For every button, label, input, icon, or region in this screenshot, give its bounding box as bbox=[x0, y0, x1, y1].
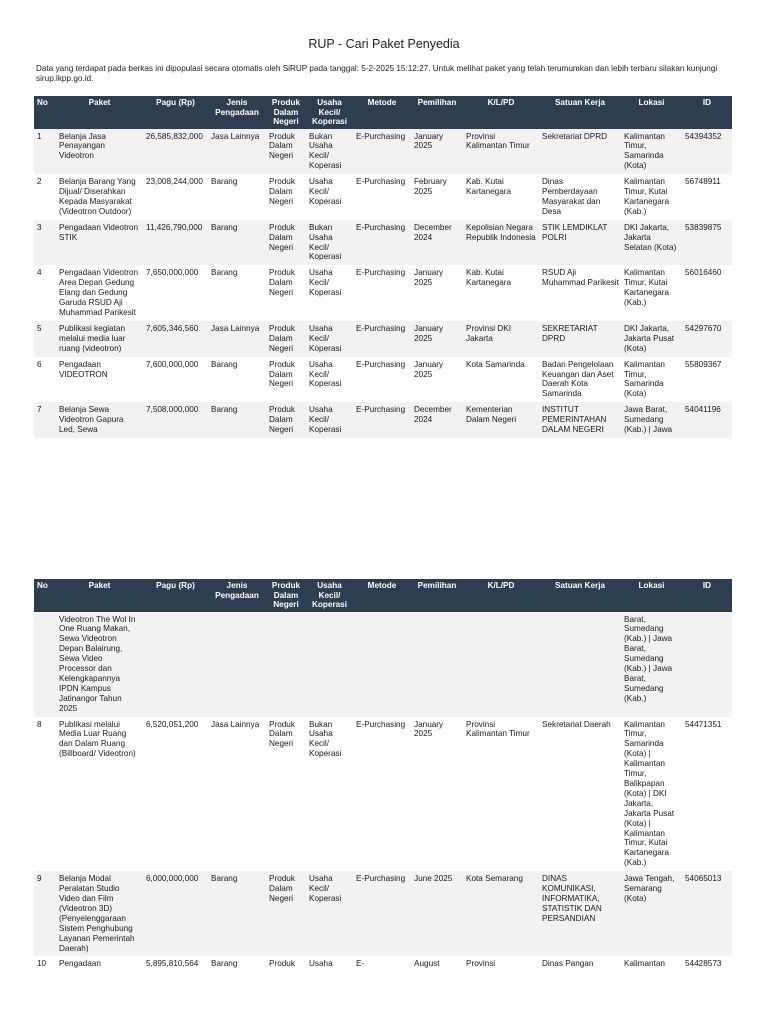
col-produk-dalam-negeri-cell: Produk Dalam Negeri bbox=[266, 265, 306, 321]
col-lokasi-cell: Jawa Tengah, Semarang (Kota) bbox=[621, 871, 682, 956]
col-lokasi-cell: DKI Jakarta, Jakarta Selatan (Kota) bbox=[621, 220, 682, 266]
col-paket-cell: Pengadaan bbox=[56, 956, 143, 972]
col-no-header: No bbox=[34, 579, 56, 612]
col-satuan-kerja-cell: SEKRETARIAT DPRD bbox=[539, 321, 621, 357]
col-metode-cell: E-Purchasing bbox=[353, 129, 411, 175]
col-pemilihan-cell: December 2024 bbox=[411, 220, 463, 266]
col-lokasi-cell: DKI Jakarta, Jakarta Pusat (Kota) bbox=[621, 321, 682, 357]
col-pagu-cell: 6,520,051,200 bbox=[143, 717, 208, 872]
col-id-cell: 56016460 bbox=[682, 265, 732, 321]
col-produk-dalam-negeri-header: Produk Dalam Negeri bbox=[266, 96, 306, 129]
table-row bbox=[34, 174, 732, 220]
col-paket-cell: Pengadaan Videotron STIK bbox=[56, 220, 143, 266]
col-id-cell: 54041196 bbox=[682, 402, 732, 438]
col-satuan-kerja-cell: Dinas Pangan bbox=[539, 956, 621, 972]
col-produk-dalam-negeri-cell: Produk Dalam Negeri bbox=[266, 871, 306, 956]
col-no-cell: 2 bbox=[34, 174, 56, 220]
col-jenis-pengadaan-cell: Jasa Lainnya bbox=[208, 321, 266, 357]
col-usaha-kecil-cell bbox=[306, 612, 353, 717]
table-row bbox=[34, 402, 732, 438]
col-pemilihan-cell: January 2025 bbox=[411, 129, 463, 175]
col-klpd-cell bbox=[463, 612, 539, 717]
col-paket-header: Paket bbox=[56, 96, 143, 129]
col-satuan-kerja-header: Satuan Kerja bbox=[539, 96, 621, 129]
col-no-cell: 3 bbox=[34, 220, 56, 266]
col-id-header: ID bbox=[682, 96, 732, 129]
col-metode-cell: E-Purchasing bbox=[353, 717, 411, 872]
col-satuan-kerja-cell: Badan Pengelolaan Keuangan dan Aset Daerah Kota Samarinda bbox=[539, 357, 621, 403]
col-pagu-cell: 6,000,000,000 bbox=[143, 871, 208, 956]
col-paket-cell: Belanja Jasa Penayangan Videotron bbox=[56, 129, 143, 175]
col-satuan-kerja-cell: Dinas Pemberdayaan Masyarakat dan Desa bbox=[539, 174, 621, 220]
col-no-cell: 4 bbox=[34, 265, 56, 321]
table-header-row bbox=[34, 96, 732, 129]
col-lokasi-cell: Kalimantan Timur, Samarinda (Kota) | Kalimantan Timur, Balikpapan (Kota) | DKI Jakarta, Jakarta Pusat (Kota) | Kalimantan Timur, Kutai Kartanegara (Kab.) bbox=[621, 717, 682, 872]
package-table-page-2 bbox=[34, 579, 732, 972]
col-pagu-cell: 7,508,000,000 bbox=[143, 402, 208, 438]
col-paket-cell: Belanja Modal Peralatan Studio Video dan Film (Videotron 3D) (Penyelenggaraan Sistem Penghubung Layanan Pemerintah Daerah) bbox=[56, 871, 143, 956]
col-metode-cell: E-Purchasing bbox=[353, 871, 411, 956]
col-klpd-cell: Kab. Kutai Kartanegara bbox=[463, 174, 539, 220]
col-satuan-kerja-cell: INSTITUT PEMERINTAHAN DALAM NEGERI bbox=[539, 402, 621, 438]
col-no-cell: 9 bbox=[34, 871, 56, 956]
col-klpd-cell: Provinsi bbox=[463, 956, 539, 972]
col-klpd-cell: Kementerian Dalam Negeri bbox=[463, 402, 539, 438]
col-klpd-cell: Kepolisian Negara Republik Indonesia bbox=[463, 220, 539, 266]
col-produk-dalam-negeri-cell: Produk Dalam Negeri bbox=[266, 174, 306, 220]
col-satuan-kerja-cell: Sekretariat Daerah bbox=[539, 717, 621, 872]
col-metode-header: Metode bbox=[353, 96, 411, 129]
col-produk-dalam-negeri-cell: Produk Dalam Negeri bbox=[266, 321, 306, 357]
table-row bbox=[34, 321, 732, 357]
col-pemilihan-cell: January 2025 bbox=[411, 357, 463, 403]
col-usaha-kecil-cell: Bukan Usaha Kecil/ Koperasi bbox=[306, 717, 353, 872]
table-row bbox=[34, 871, 732, 956]
col-jenis-pengadaan-cell: Barang bbox=[208, 220, 266, 266]
col-no-cell: 6 bbox=[34, 357, 56, 403]
col-klpd-cell: Provinsi Kalimantan Timur bbox=[463, 717, 539, 872]
intro-text: Data yang terdapat pada berkas ini dipopulasi secara otomatis oleh SiRUP pada tanggal: 5-2-2025 15:12:27. Untuk melihat paket yang telah terumumkan dan lebih terbaru silakan kunjungi sirup.lkpp.go.id. bbox=[36, 64, 718, 83]
col-lokasi-header: Lokasi bbox=[621, 96, 682, 129]
col-produk-dalam-negeri-cell: Produk bbox=[266, 956, 306, 972]
col-usaha-kecil-cell: Usaha bbox=[306, 956, 353, 972]
col-usaha-kecil-cell: Usaha Kecil/ Koperasi bbox=[306, 357, 353, 403]
col-satuan-kerja-cell: DINAS KOMUNIKASI, INFORMATIKA, STATISTIK DAN PERSANDIAN bbox=[539, 871, 621, 956]
col-pemilihan-cell: January 2025 bbox=[411, 321, 463, 357]
col-id-cell: 56748911 bbox=[682, 174, 732, 220]
col-paket-cell: Belanja Barang Yang Dijual/ Diserahkan Kepada Masyarakat (Videotron Outdoor) bbox=[56, 174, 143, 220]
col-produk-dalam-negeri-header: Produk Dalam Negeri bbox=[266, 579, 306, 612]
package-table-page-1 bbox=[34, 96, 732, 438]
col-produk-dalam-negeri-cell: Produk Dalam Negeri bbox=[266, 220, 306, 266]
col-metode-cell: E-Purchasing bbox=[353, 265, 411, 321]
col-jenis-pengadaan-cell: Barang bbox=[208, 174, 266, 220]
col-lokasi-cell: Barat, Sumedang (Kab.) | Jawa Barat, Sumedang (Kab.) | Jawa Barat, Sumedang (Kab.) bbox=[621, 612, 682, 717]
col-metode-cell bbox=[353, 612, 411, 717]
col-id-cell: 54428573 bbox=[682, 956, 732, 972]
col-id-header: ID bbox=[682, 579, 732, 612]
table-header-row bbox=[34, 579, 732, 612]
col-klpd-cell: Provinsi DKI Jakarta bbox=[463, 321, 539, 357]
col-id-cell: 53839875 bbox=[682, 220, 732, 266]
col-paket-cell: Belanja Sewa Videotron Gapura Led, Sewa bbox=[56, 402, 143, 438]
col-pemilihan-cell: August bbox=[411, 956, 463, 972]
col-usaha-kecil-cell: Usaha Kecil/ Koperasi bbox=[306, 402, 353, 438]
table-body bbox=[34, 129, 732, 438]
col-pagu-cell: 26,585,832,000 bbox=[143, 129, 208, 175]
col-pagu-cell: 7,600,000,000 bbox=[143, 357, 208, 403]
col-id-cell: 55809367 bbox=[682, 357, 732, 403]
col-metode-cell: E-Purchasing bbox=[353, 220, 411, 266]
col-id-cell: 54065013 bbox=[682, 871, 732, 956]
col-metode-cell: E-Purchasing bbox=[353, 174, 411, 220]
col-paket-cell: Pengadaan Videotron Area Depan Gedung Elang dan Gedung Garuda RSUD Aji Muhammad Parikesit bbox=[56, 265, 143, 321]
col-paket-cell: Publikasi melalui Media Luar Ruang dan Dalam Ruang (Billboard/ Videotron) bbox=[56, 717, 143, 872]
col-no-cell: 5 bbox=[34, 321, 56, 357]
col-metode-cell: E-Purchasing bbox=[353, 321, 411, 357]
col-pemilihan-header: Pemilihan bbox=[411, 579, 463, 612]
col-usaha-kecil-cell: Bukan Usaha Kecil/ Koperasi bbox=[306, 220, 353, 266]
col-jenis-pengadaan-cell: Barang bbox=[208, 956, 266, 972]
col-metode-cell: E-Purchasing bbox=[353, 402, 411, 438]
col-pagu-cell: 7,650,000,000 bbox=[143, 265, 208, 321]
col-pagu-header: Pagu (Rp) bbox=[143, 96, 208, 129]
col-klpd-cell: Kab. Kutai Kartanegara bbox=[463, 265, 539, 321]
col-pagu-cell: 23,008,244,000 bbox=[143, 174, 208, 220]
col-paket-header: Paket bbox=[56, 579, 143, 612]
col-pemilihan-header: Pemilihan bbox=[411, 96, 463, 129]
col-pemilihan-cell: February 2025 bbox=[411, 174, 463, 220]
col-klpd-header: K/L/PD bbox=[463, 579, 539, 612]
table-row bbox=[34, 220, 732, 266]
col-usaha-kecil-header: Usaha Kecil/ Koperasi bbox=[306, 579, 353, 612]
col-jenis-pengadaan-cell: Jasa Lainnya bbox=[208, 129, 266, 175]
col-metode-cell: E-Purchasing bbox=[353, 357, 411, 403]
col-satuan-kerja-cell: RSUD Aji Muhammad Parikesit bbox=[539, 265, 621, 321]
col-pagu-header: Pagu (Rp) bbox=[143, 579, 208, 612]
col-no-cell bbox=[34, 612, 56, 717]
col-pagu-cell: 11,426,790,000 bbox=[143, 220, 208, 266]
col-id-cell: 54297670 bbox=[682, 321, 732, 357]
col-usaha-kecil-cell: Usaha Kecil/ Koperasi bbox=[306, 871, 353, 956]
col-produk-dalam-negeri-cell: Produk Dalam Negeri bbox=[266, 357, 306, 403]
table-row bbox=[34, 612, 732, 717]
col-satuan-kerja-header: Satuan Kerja bbox=[539, 579, 621, 612]
col-paket-cell: Publikasi kegiatan melalui media luar ruang (videotron) bbox=[56, 321, 143, 357]
table-row bbox=[34, 357, 732, 403]
col-jenis-pengadaan-cell: Barang bbox=[208, 265, 266, 321]
col-usaha-kecil-header: Usaha Kecil/ Koperasi bbox=[306, 96, 353, 129]
col-lokasi-cell: Kalimantan bbox=[621, 956, 682, 972]
col-lokasi-cell: Kalimantan Timur, Samarinda (Kota) bbox=[621, 129, 682, 175]
col-pemilihan-cell: January 2025 bbox=[411, 717, 463, 872]
table-row bbox=[34, 717, 732, 872]
table-body bbox=[34, 612, 732, 973]
col-jenis-pengadaan-cell: Jasa Lainnya bbox=[208, 717, 266, 872]
col-jenis-pengadaan-cell: Barang bbox=[208, 357, 266, 403]
col-lokasi-cell: Kalimantan Timur, Kutai Kartanegara (Kab.) bbox=[621, 174, 682, 220]
col-pagu-cell: 5,895,810,564 bbox=[143, 956, 208, 972]
col-jenis-pengadaan-header: Jenis Pengadaan bbox=[208, 96, 266, 129]
col-satuan-kerja-cell bbox=[539, 612, 621, 717]
col-no-cell: 10 bbox=[34, 956, 56, 972]
col-produk-dalam-negeri-cell bbox=[266, 612, 306, 717]
col-pagu-cell: 7,605,346,560 bbox=[143, 321, 208, 357]
col-no-header: No bbox=[34, 96, 56, 129]
col-lokasi-header: Lokasi bbox=[621, 579, 682, 612]
col-satuan-kerja-cell: STIK LEMDIKLAT POLRI bbox=[539, 220, 621, 266]
col-jenis-pengadaan-cell: Barang bbox=[208, 402, 266, 438]
col-jenis-pengadaan-header: Jenis Pengadaan bbox=[208, 579, 266, 612]
col-jenis-pengadaan-cell: Barang bbox=[208, 871, 266, 956]
col-id-cell bbox=[682, 612, 732, 717]
col-klpd-header: K/L/PD bbox=[463, 96, 539, 129]
col-usaha-kecil-cell: Usaha Kecil/ Koperasi bbox=[306, 265, 353, 321]
col-usaha-kecil-cell: Usaha Kecil/ Koperasi bbox=[306, 321, 353, 357]
col-paket-cell: Pengadaan VIDEOTRON bbox=[56, 357, 143, 403]
col-lokasi-cell: Jawa Barat, Sumedang (Kab.) | Jawa bbox=[621, 402, 682, 438]
col-pemilihan-cell: January 2025 bbox=[411, 265, 463, 321]
col-paket-cell: Videotron The Wol In One Ruang Makan, Sewa Videotron Depan Balairung, Sewa Video Processor dan Kelengkapannya IPDN Kampus Jatinangor Tahun 2025 bbox=[56, 612, 143, 717]
col-produk-dalam-negeri-cell: Produk Dalam Negeri bbox=[266, 402, 306, 438]
table-row bbox=[34, 265, 732, 321]
col-metode-cell: E- bbox=[353, 956, 411, 972]
page-title: RUP - Cari Paket Penyedia bbox=[308, 37, 460, 51]
col-no-cell: 7 bbox=[34, 402, 56, 438]
col-id-cell: 54394352 bbox=[682, 129, 732, 175]
col-klpd-cell: Kota Samarinda bbox=[463, 357, 539, 403]
table-row bbox=[34, 956, 732, 972]
table-row bbox=[34, 129, 732, 175]
col-no-cell: 1 bbox=[34, 129, 56, 175]
col-usaha-kecil-cell: Usaha Kecil/ Koperasi bbox=[306, 174, 353, 220]
col-metode-header: Metode bbox=[353, 579, 411, 612]
col-klpd-cell: Kota Semarang bbox=[463, 871, 539, 956]
col-lokasi-cell: Kalimantan Timur, Samarinda (Kota) bbox=[621, 357, 682, 403]
col-produk-dalam-negeri-cell: Produk Dalam Negeri bbox=[266, 717, 306, 872]
col-id-cell: 54471351 bbox=[682, 717, 732, 872]
col-produk-dalam-negeri-cell: Produk Dalam Negeri bbox=[266, 129, 306, 175]
col-no-cell: 8 bbox=[34, 717, 56, 872]
col-pemilihan-cell: June 2025 bbox=[411, 871, 463, 956]
col-pagu-cell bbox=[143, 612, 208, 717]
col-pemilihan-cell bbox=[411, 612, 463, 717]
col-jenis-pengadaan-cell bbox=[208, 612, 266, 717]
col-usaha-kecil-cell: Bukan Usaha Kecil/ Koperasi bbox=[306, 129, 353, 175]
col-klpd-cell: Provinsi Kalimantan Timur bbox=[463, 129, 539, 175]
col-lokasi-cell: Kalimantan Timur, Kutai Kartanegara (Kab.) bbox=[621, 265, 682, 321]
col-pemilihan-cell: December 2024 bbox=[411, 402, 463, 438]
col-satuan-kerja-cell: Sekretariat DPRD bbox=[539, 129, 621, 175]
